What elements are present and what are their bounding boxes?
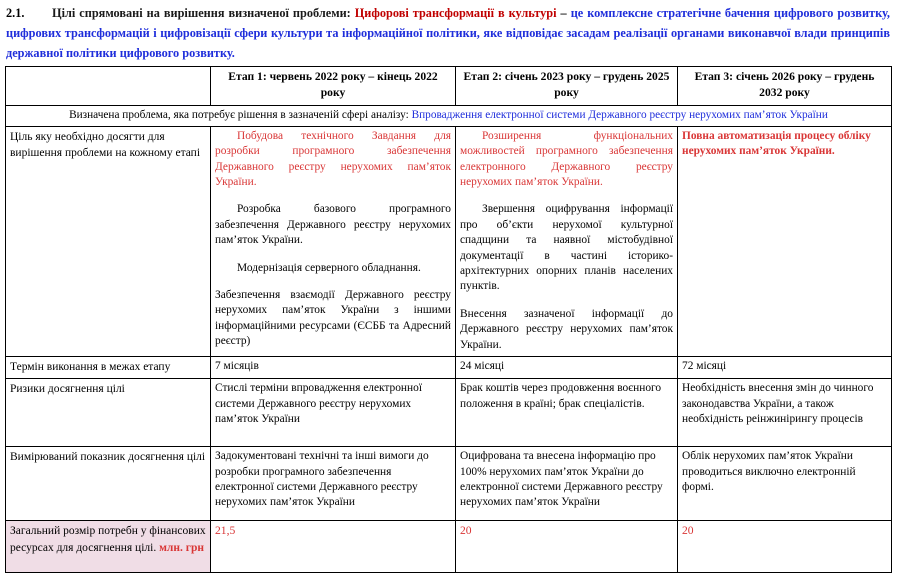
finance-label-unit: млн. грн: [159, 541, 204, 554]
goal-stage-3: [678, 126, 892, 356]
table-row-finance: [6, 521, 892, 573]
goal-s2-p2: Звершення оцифрування інформації про об’єкти нерухомої культурної спадщини та наявної містобудівної документації в частині історико-архітектурних опорних планів населених пунктів.: [460, 203, 673, 293]
term-stage-2: 24 місяці: [456, 356, 678, 378]
goal-s1-p3: Модернізація серверного обладнання.: [237, 261, 421, 274]
table-row-term: [6, 356, 892, 378]
goal-s2-p3: Внесення зазначеної інформації до Державного реєстру нерухомих пам’яток України.: [460, 307, 673, 351]
goal-s1-p2: Розробка базового програмного забезпечення Державного реєстру нерухомих пам’яток України.: [215, 203, 451, 247]
table-row-indicator: [6, 447, 892, 521]
stage-matrix-container: [0, 66, 900, 573]
row-label-goal: Ціль яку необхідно досягти для вирішення проблеми на кожному етапі: [6, 126, 211, 356]
goal-stage-1: [211, 126, 456, 356]
goal-s1-p4: Забезпечення взаємодії Державного реєстру нерухомих пам’яток України з іншими інформаційними ресурсами (ЄСББ та Адресний реєстр): [215, 289, 451, 348]
term-stage-3: 72 місяці: [678, 356, 892, 378]
header-stage-3: Етап 3: січень 2026 року – грудень 2032 року: [678, 66, 892, 105]
finance-label-main: Загальний розмір потребн у фінансових ресурсах для досягнення цілі.: [10, 525, 206, 554]
intro-definition: це комплексне стратегічне бачення цифрового розвитку, цифрових трансформацій і цифровізації сфери культури та інформаційної політики, яке відповідає засадам реалізації органами виконавчої влади принципів державної політики цифрового розвитку.: [6, 6, 890, 60]
goal-s1-p1: Побудова технічного Завдання для розробки програмного забезпечення Державного реєстру нерухомих пам’яток України.: [215, 129, 451, 189]
problem-statement-cell: [6, 105, 892, 126]
problem-statement-value: Впровадження електронної системи Державного реєстру нерухомих пам’яток України: [411, 108, 828, 121]
section-number: 2.1.: [6, 6, 25, 20]
header-stage-2: Етап 2: січень 2023 року – грудень 2025 року: [456, 66, 678, 105]
goal-s3-p1: Повна автоматизація процесу обліку нерухомих пам’яток України.: [682, 129, 871, 158]
row-label-term: Термін виконання в межах етапу: [6, 356, 211, 378]
problem-statement-row: [6, 105, 892, 126]
table-row-risks: [6, 379, 892, 447]
stage-matrix-table: [5, 66, 892, 573]
intro-lead-text: Цілі спрямовані на вирішення визначеної проблеми:: [52, 6, 351, 20]
row-label-risks: Ризики досягнення цілі: [6, 379, 211, 447]
intro-key-term: Цифорові трансформації в культурі: [354, 6, 557, 20]
goal-s2-p1: Розширення функціональних можливостей програмного забезпечення електронного Державного реєстру нерухомих пам’яток України.: [460, 129, 673, 189]
goal-stage-2: [456, 126, 678, 356]
intro-paragraph: [0, 0, 900, 66]
indicator-stage-1: Задокументовані технічні та інші вимоги до розробки програмного забезпечення електронної системи Державного реєстру нерухомих пам’яток України: [211, 447, 456, 521]
finance-stage-1: 21,5: [211, 521, 456, 573]
table-header-row: [6, 66, 892, 105]
problem-statement-label: Визначена проблема, яка потребує рішення в зазначеній сфері аналізу:: [69, 108, 409, 121]
indicator-stage-3: Облік нерухомих пам’яток України проводиться виключно електронній формі.: [678, 447, 892, 521]
risks-stage-2: Брак коштів через продовження воєнного положення в країні; брак спеціалістів.: [456, 379, 678, 447]
risks-stage-3: Необхідність внесення змін до чинного законодавства України, а також необхідність реінжинірингу процесів: [678, 379, 892, 447]
table-row-goal: [6, 126, 892, 356]
indicator-stage-2: Оцифрована та внесена інформацію про 100% нерухомих пам’яток України до електронної системи Державного реєстру нерухомих пам’яток України: [456, 447, 678, 521]
term-stage-1: 7 місяців: [211, 356, 456, 378]
row-label-indicator: Вимірюваний показник досягнення цілі: [6, 447, 211, 521]
finance-stage-3: 20: [678, 521, 892, 573]
risks-stage-1: Стислі терміни впровадження електронної системи Державного реєстру нерухомих пам’яток України: [211, 379, 456, 447]
header-stage-1: Етап 1: червень 2022 року – кінець 2022 року: [211, 66, 456, 105]
row-label-finance: [6, 521, 211, 573]
finance-stage-2: 20: [456, 521, 678, 573]
intro-dash: –: [556, 6, 571, 20]
header-corner-cell: [6, 66, 211, 105]
